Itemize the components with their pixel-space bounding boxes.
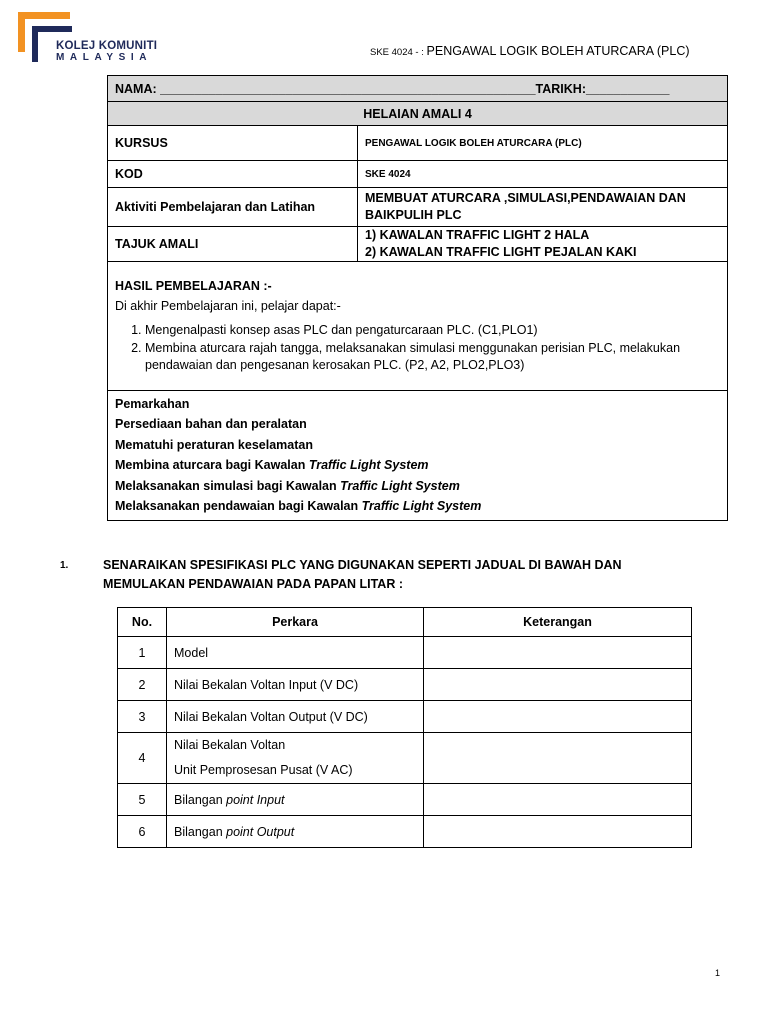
practical-title-value bbox=[358, 227, 728, 262]
learning-outcome-item: 2. Membina aturcara rajah tangga, melaksanakan simulasi menggunakan perisian PLC, melakukan pendawaian dan pengesanan kerosakan PLC. (P2, A2, PLO2,PLO3) bbox=[145, 340, 720, 375]
table-row bbox=[118, 701, 692, 733]
learning-outcome-row bbox=[108, 262, 728, 391]
row-no: 5 bbox=[118, 784, 167, 816]
table-row bbox=[118, 637, 692, 669]
row-item-text: Bilangan bbox=[174, 824, 227, 839]
row-no: 6 bbox=[118, 816, 167, 848]
row-no: 2 bbox=[118, 669, 167, 701]
criterion-term: Traffic Light System bbox=[308, 458, 429, 473]
marking-heading: Pemarkahan bbox=[115, 397, 190, 411]
learning-outcome-cell bbox=[108, 262, 728, 391]
activity-label: Aktiviti Pembelajaran dan Latihan bbox=[108, 188, 358, 227]
criterion-text: Membina aturcara bagi Kawalan bbox=[115, 458, 309, 473]
marking-row bbox=[108, 391, 728, 521]
plc-spec-table bbox=[117, 607, 692, 848]
row-item: Nilai Bekalan Voltan Output (V DC) bbox=[167, 701, 424, 733]
logo-text-line1: KOLEJ KOMUNITI bbox=[56, 40, 158, 52]
row-item bbox=[167, 816, 424, 848]
code-label: KOD bbox=[108, 161, 358, 188]
row-item-text: Bilangan bbox=[174, 792, 227, 807]
row-description-field[interactable] bbox=[424, 784, 692, 816]
header-course-title: PENGAWAL LOGIK BOLEH ATURCARA (PLC) bbox=[426, 44, 690, 58]
row-item-term: point Input bbox=[226, 792, 285, 807]
table-row bbox=[118, 733, 692, 784]
row-item bbox=[167, 733, 424, 784]
learning-outcome-heading: HASIL PEMBELAJARAN :- bbox=[115, 279, 272, 293]
row-no: 3 bbox=[118, 701, 167, 733]
row-description-field[interactable] bbox=[424, 733, 692, 784]
practical-info-table bbox=[107, 75, 728, 521]
header-description: Keterangan bbox=[424, 608, 692, 637]
activity-value: MEMBUAT ATURCARA ,SIMULASI,PENDAWAIAN DAN BAIKPULIH PLC bbox=[358, 188, 728, 227]
practical-title-label: TAJUK AMALI bbox=[108, 227, 358, 262]
marking-criterion bbox=[115, 496, 720, 516]
marking-criterion bbox=[115, 455, 720, 475]
criterion-text: Melaksanakan simulasi bagi Kawalan bbox=[115, 478, 341, 493]
marking-criterion bbox=[115, 476, 720, 496]
table-row bbox=[118, 816, 692, 848]
row-description-field[interactable] bbox=[424, 637, 692, 669]
sheet-title: HELAIAN AMALI 4 bbox=[108, 102, 728, 126]
code-row bbox=[108, 161, 728, 188]
page-number: 1 bbox=[715, 968, 721, 978]
document-header bbox=[370, 42, 690, 60]
table-row bbox=[118, 784, 692, 816]
marking-criterion: Mematuhi peraturan keselamatan bbox=[115, 437, 313, 452]
activity-row bbox=[108, 188, 728, 227]
name-date-row bbox=[108, 76, 728, 102]
row-description-field[interactable] bbox=[424, 816, 692, 848]
learning-outcome-list bbox=[115, 322, 720, 375]
header-course-code: SKE 4024 - : bbox=[370, 47, 427, 58]
course-row bbox=[108, 126, 728, 161]
row-description-field[interactable] bbox=[424, 701, 692, 733]
practical-title-row bbox=[108, 227, 728, 262]
marking-cell bbox=[108, 391, 728, 521]
learning-outcome-item: 1. Mengenalpasti konsep asas PLC dan pengaturcaraan PLC. (C1,PLO1) bbox=[145, 322, 720, 340]
row-description-field[interactable] bbox=[424, 669, 692, 701]
row-no: 4 bbox=[118, 733, 167, 784]
logo-text-line2: MALAYSIA bbox=[56, 52, 153, 63]
spec-table-header bbox=[118, 608, 692, 637]
row-no: 1 bbox=[118, 637, 167, 669]
name-date-field: NAMA: ______________________________________________________TARIKH:____________ bbox=[108, 76, 728, 102]
college-logo bbox=[18, 12, 178, 64]
marking-criterion: Persediaan bahan dan peralatan bbox=[115, 417, 307, 432]
row-item bbox=[167, 784, 424, 816]
course-label: KURSUS bbox=[108, 126, 358, 161]
sheet-title-row bbox=[108, 102, 728, 126]
criterion-text: Melaksanakan pendawaian bagi Kawalan bbox=[115, 499, 362, 514]
row-item: Nilai Bekalan Voltan Input (V DC) bbox=[167, 669, 424, 701]
practical-title-2: 2) KAWALAN TRAFFIC LIGHT PEJALAN KAKI bbox=[365, 245, 637, 259]
question-text: SENARAIKAN SPESIFIKASI PLC YANG DIGUNAKAN SEPERTI JADUAL DI BAWAH DAN MEMULAKAN PENDAWAIAN PADA PAPAN LITAR : bbox=[103, 558, 622, 591]
table-row bbox=[118, 669, 692, 701]
row-item-line: Nilai Bekalan Voltan bbox=[174, 738, 286, 752]
header-no: No. bbox=[118, 608, 167, 637]
row-item-term: point Output bbox=[226, 824, 295, 839]
row-item-line: Unit Pemprosesan Pusat (V AC) bbox=[174, 763, 353, 777]
code-value: SKE 4024 bbox=[358, 161, 728, 188]
header-item: Perkara bbox=[167, 608, 424, 637]
row-item: Model bbox=[167, 637, 424, 669]
question-number: 1. bbox=[60, 560, 69, 571]
practical-title-1: 1) KAWALAN TRAFFIC LIGHT 2 HALA bbox=[365, 228, 590, 242]
course-value: PENGAWAL LOGIK BOLEH ATURCARA (PLC) bbox=[358, 126, 728, 161]
criterion-term: Traffic Light System bbox=[361, 499, 482, 514]
criterion-term: Traffic Light System bbox=[340, 478, 460, 493]
learning-outcome-intro: Di akhir Pembelajaran ini, pelajar dapat:- bbox=[115, 299, 341, 313]
